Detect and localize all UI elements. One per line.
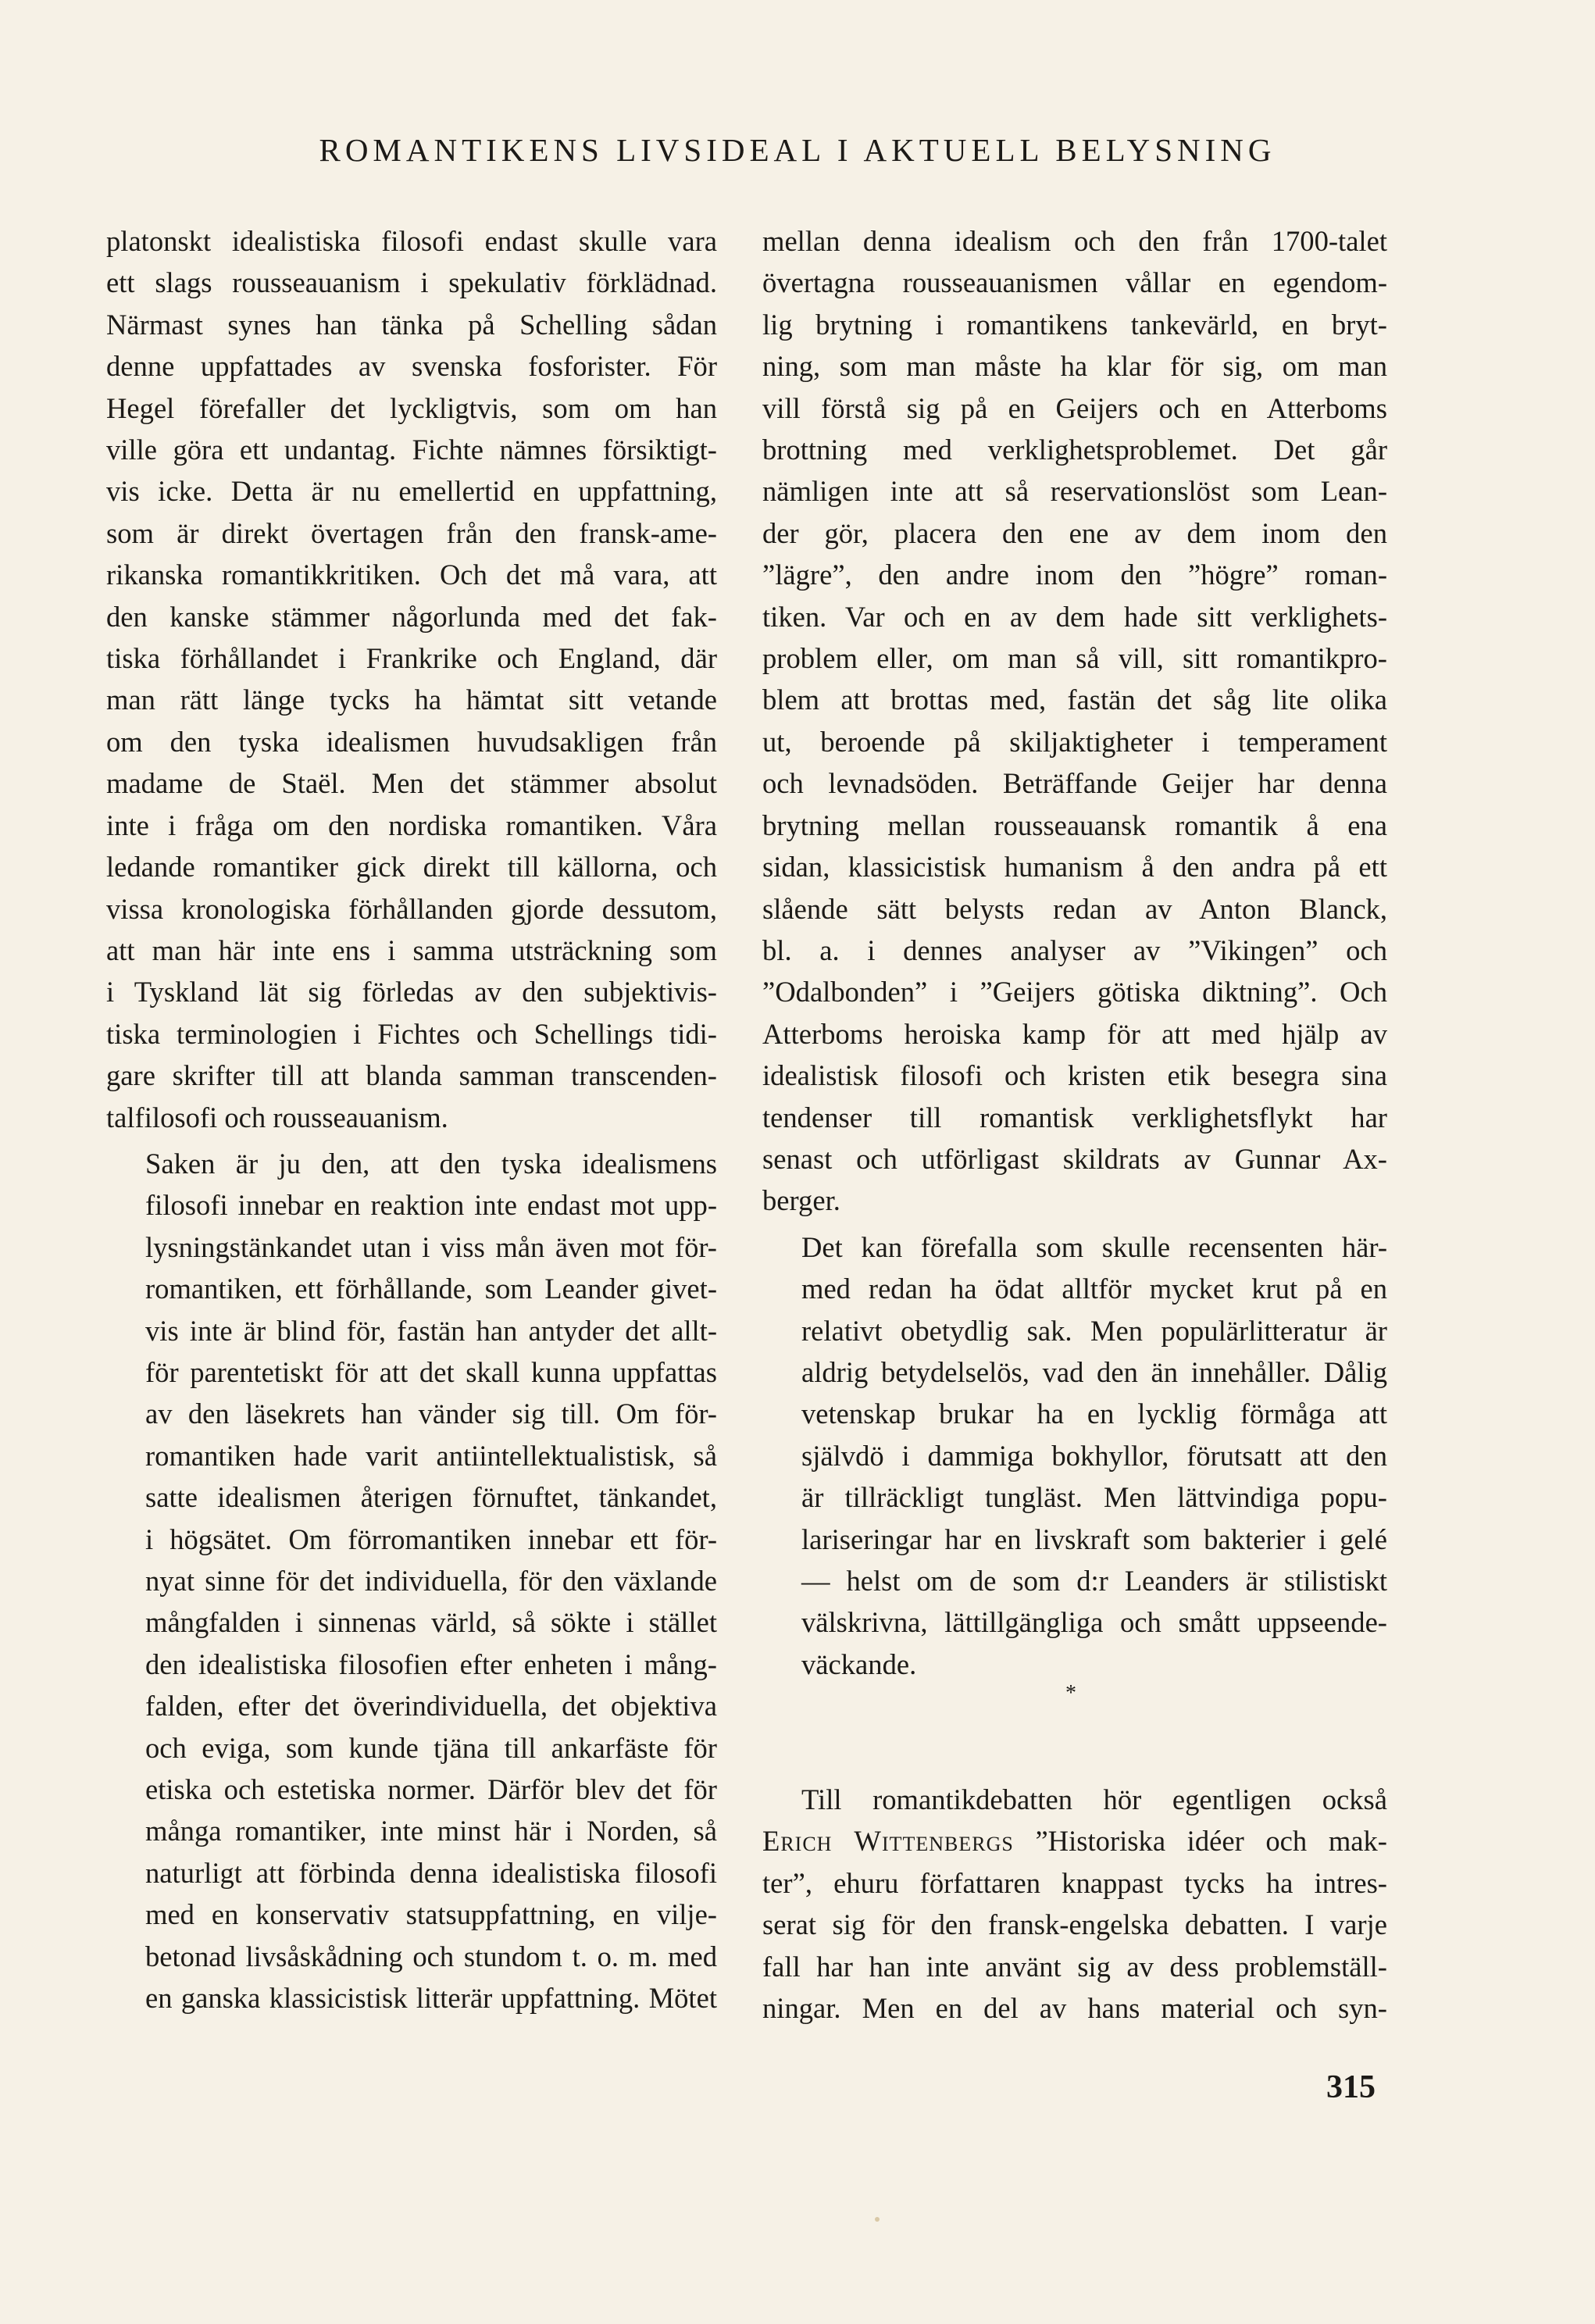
text-line: mellan denna idealism och den från 1700-talet	[762, 225, 1387, 257]
text-line: för parentetiskt för att det skall kunna uppfattas	[145, 1355, 717, 1388]
paragraph	[762, 1779, 1387, 2029]
text-line: vetenskap brukar ha en lycklig förmåga att	[801, 1398, 1387, 1430]
text-line: ut, beroende på skiljaktigheter i temperament	[762, 725, 1387, 758]
text-line: med redan ha ödat alltför mycket krut på en	[801, 1273, 1387, 1305]
text-line: betonad livsåskådning och stundom t. o. m. med	[145, 1940, 717, 1972]
text-line: ter”, ehuru författaren knappast tycks ha intres-	[762, 1866, 1387, 1899]
text-line: av den läsekrets han vänder sig till. Om för-	[145, 1398, 717, 1430]
text-line: i Tyskland lät sig förledas av den subjektivis-	[106, 976, 717, 1008]
text-line: berger.	[762, 1184, 840, 1217]
text-line: vis inte är blind för, fastän han antyder det allt-	[145, 1314, 717, 1347]
text-line: en ganska klassicistisk litterär uppfattning. Mötet	[145, 1982, 717, 2015]
text-line: vill förstå sig på en Geijers och en Atterboms	[762, 391, 1387, 424]
text-line: relativt obetydlig sak. Men populärlitteratur är	[801, 1314, 1387, 1347]
text-line: lariseringar har en livskraft som bakterier i gelé	[801, 1523, 1387, 1555]
text-line: platonskt idealistiska filosofi endast skulle vara	[106, 225, 717, 257]
text-line: många romantiker, inte minst här i Norden, så	[145, 1815, 717, 1847]
text-line: rikanska romantikkritiken. Och det må vara, att	[106, 559, 717, 591]
text-line: självdö i dammiga bokhyllor, förutsatt att den	[801, 1439, 1387, 1472]
text-line: om den tyska idealismen huvudsakligen från	[106, 725, 717, 758]
paragraph	[106, 1143, 717, 2019]
text-line: ville göra ett undantag. Fichte nämnes försiktigt-	[106, 434, 717, 466]
text-line: ”Odalbonden” i ”Geijers götiska diktning”. Och	[762, 976, 1387, 1008]
text-line: vis icke. Detta är nu emellertid en uppfattning,	[106, 475, 717, 508]
text-line: ledande romantiker gick direkt till källorna, och	[106, 851, 717, 884]
paper-speck	[875, 2217, 880, 2222]
text-line: der gör, placera den ene av dem inom den	[762, 516, 1387, 549]
text-line: man rätt länge tycks ha hämtat sitt vetande	[106, 684, 717, 716]
text-line: satte idealismen återigen förnuftet, tänkandet,	[145, 1481, 717, 1514]
text-line: Hegel förefaller det lyckligtvis, som om han	[106, 391, 717, 424]
text-line: mångfalden i sinnenas värld, så sökte i stället	[145, 1606, 717, 1639]
text-line: gare skrifter till att blanda samman transcenden-	[106, 1059, 717, 1092]
text-line: bl. a. i dennes analyser av ”Vikingen” och	[762, 934, 1387, 966]
text-line: vissa kronologiska förhållanden gjorde dessutom,	[106, 892, 717, 925]
text-line: senast och utförligast skildrats av Gunnar Ax-	[762, 1142, 1387, 1175]
text-line: romantiken, ett förhållande, som Leander givet-	[145, 1273, 717, 1305]
text-line: — helst om de som d:r Leanders är stilistiskt	[801, 1565, 1387, 1597]
right-column-section	[762, 1779, 1387, 2029]
author-name: Erich Wittenbergs	[762, 1825, 1014, 1858]
text-line: den kanske stämmer någorlunda med det fak-	[106, 600, 717, 633]
text-line: blem att brottas med, fastän det såg lite olika	[762, 684, 1387, 716]
text-line: nämligen inte att så reservationslöst som Lean-	[762, 475, 1387, 508]
page-number: 315	[1326, 2069, 1376, 2105]
text-line: tiken. Var och en av dem hade sitt verklighets-	[762, 600, 1387, 633]
left-column	[106, 220, 717, 2019]
text-line: Saken är ju den, att den tyska idealismens	[145, 1147, 717, 1180]
text-line: med en konservativ statsuppfattning, en vilje-	[145, 1898, 717, 1931]
text-line: övertagna rousseauanismen vållar en egendom-	[762, 266, 1387, 299]
text-line: lig brytning i romantikens tankevärld, en bryt-	[762, 308, 1387, 341]
text-line: Det kan förefalla som skulle recensenten här-	[801, 1230, 1387, 1263]
text-line: Till romantikdebatten hör egentligen också	[801, 1783, 1387, 1815]
text-line: Atterboms heroiska kamp för att med hjälp av	[762, 1017, 1387, 1050]
text-line: naturligt att förbinda denna idealistiska filosofi	[145, 1856, 717, 1889]
text-line: fall har han inte använt sig av dess problemställ-	[762, 1950, 1387, 1983]
text-line: är tillräckligt tungläst. Men lättvindiga popu-	[801, 1481, 1387, 1514]
text-line: nyat sinne för det individuella, för den växlande	[145, 1565, 717, 1597]
section-separator: *	[1065, 1681, 1076, 1705]
text-line: madame de Staël. Men det stämmer absolut	[106, 767, 717, 800]
text-line: denne uppfattades av svenska fosforister. För	[106, 350, 717, 383]
paragraph	[106, 220, 717, 1138]
text-line	[762, 1820, 1387, 1862]
text-line: problem eller, om man så vill, sitt romantikpro-	[762, 642, 1387, 675]
text-line: tiska förhållandet i Frankrike och England, där	[106, 642, 717, 675]
text-line: den idealistiska filosofien efter enheten i mång-	[145, 1648, 717, 1680]
text-line: som är direkt övertagen från den fransk-ame-	[106, 516, 717, 549]
text-line: falden, efter det överindividuella, det objektiva	[145, 1690, 717, 1722]
text-line: tiska terminologien i Fichtes och Schellings tidi-	[106, 1017, 717, 1050]
text-line: ett slags rousseauanism i spekulativ förklädnad.	[106, 266, 717, 299]
text-line: och levnadsöden. Beträffande Geijer har denna	[762, 767, 1387, 800]
text-line: och eviga, som kunde tjäna till ankarfäste för	[145, 1731, 717, 1764]
title-text: ”Historiska idéer och mak-	[1013, 1825, 1387, 1858]
text-line: romantiken hade varit antiintellektualistisk, så	[145, 1439, 717, 1472]
text-line: etiska och estetiska normer. Därför blev det för	[145, 1773, 717, 1806]
text-line: ning, som man måste ha klar för sig, om man	[762, 350, 1387, 383]
text-line: talfilosofi och rousseauanism.	[106, 1101, 448, 1133]
text-line: filosofi innebar en reaktion inte endast mot upp-	[145, 1189, 717, 1222]
text-line: inte i fråga om den nordiska romantiken. Våra	[106, 809, 717, 841]
text-line: väckande.	[801, 1648, 917, 1680]
text-line: brottning med verklighetsproblemet. Det går	[762, 434, 1387, 466]
text-line: i högsätet. Om förromantiken innebar ett för-	[145, 1523, 717, 1555]
text-line: serat sig för den fransk-engelska debatten. I varje	[762, 1908, 1387, 1941]
text-line: ningar. Men en del av hans material och syn-	[762, 1992, 1387, 2025]
text-line: slående sätt belysts redan av Anton Blanck,	[762, 892, 1387, 925]
right-column	[762, 220, 1387, 1685]
text-line: idealistisk filosofi och kristen etik besegra sina	[762, 1059, 1387, 1092]
text-line: välskrivna, lättillgängliga och smått uppseende-	[801, 1606, 1387, 1639]
text-line: Närmast synes han tänka på Schelling sådan	[106, 308, 717, 341]
text-line: att man här inte ens i samma utsträckning som	[106, 934, 717, 966]
text-line: brytning mellan rousseauansk romantik å ena	[762, 809, 1387, 841]
paragraph	[762, 220, 1387, 1222]
paragraph	[762, 1226, 1387, 1685]
text-line: tendenser till romantisk verklighetsflykt har	[762, 1101, 1387, 1133]
text-line: sidan, klassicistisk humanism å den andra på ett	[762, 851, 1387, 884]
text-line: ”lägre”, den andre inom den ”högre” roman-	[762, 559, 1387, 591]
text-line: aldrig betydelselös, vad den än innehåller. Dålig	[801, 1355, 1387, 1388]
text-line: lysningstänkandet utan i viss mån även mot för-	[145, 1230, 717, 1263]
running-head: ROMANTIKENS LIVSIDEAL I AKTUELL BELYSNING	[319, 132, 1276, 168]
